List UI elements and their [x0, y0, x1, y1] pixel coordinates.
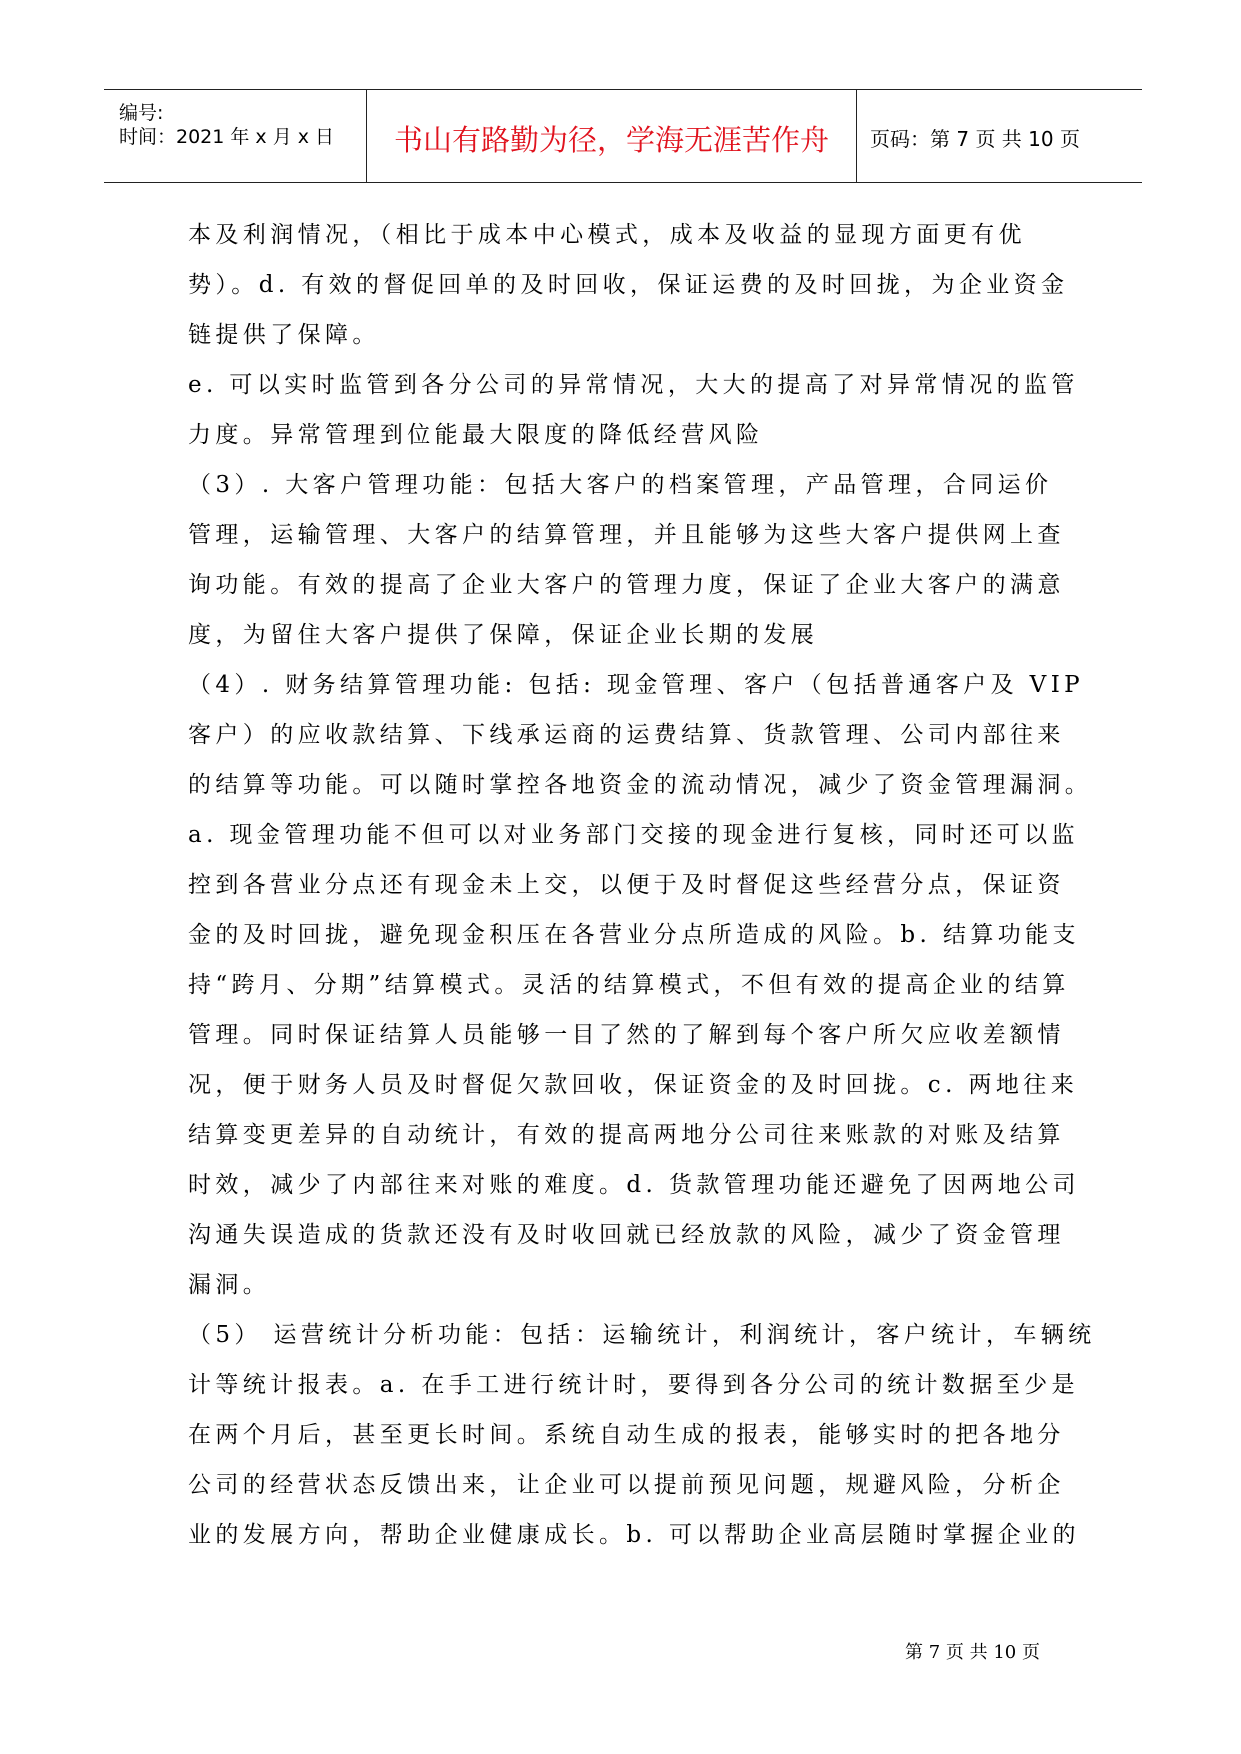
- body-line: 力度。异常管理到位能最大限度的降低经营风险: [188, 422, 764, 448]
- body-line: 业的发展方向，帮助企业健康成长。b. 可以帮助企业高层随时掌握企业的: [188, 1522, 1080, 1548]
- body-line: 客户）的应收款结算、下线承运商的运费结算、货款管理、公司内部往来: [188, 722, 1065, 748]
- body-line: 的结算等功能。可以随时掌控各地资金的流动情况，减少了资金管理漏洞。: [188, 772, 1093, 798]
- body-line: 结算变更差异的自动统计，有效的提高两地分公司往来账款的对账及结算: [188, 1122, 1065, 1148]
- body-line: 询功能。有效的提高了企业大客户的管理力度，保证了企业大客户的满意: [188, 572, 1065, 598]
- document-number-label: 编号:: [119, 102, 164, 124]
- body-line: 势）。d. 有效的督促回单的及时回收，保证运费的及时回拢，为企业资金: [188, 272, 1069, 298]
- body-line: 控到各营业分点还有现金未上交，以便于及时督促这些经营分点，保证资: [188, 872, 1065, 898]
- body-text: [188, 210, 1096, 1560]
- header-meta-cell: [104, 90, 366, 182]
- body-line: 持“跨月、分期”结算模式。灵活的结算模式，不但有效的提高企业的结算: [188, 972, 1070, 998]
- page-footer: 第 7 页 共 10 页: [905, 1642, 1040, 1663]
- body-line: 本及利润情况，（相比于成本中心模式，成本及收益的显现方面更有优: [188, 222, 1026, 248]
- document-time-label: 时间：2021 年 x 月 x 日: [119, 126, 335, 148]
- body-line: 漏洞。: [188, 1272, 271, 1298]
- body-line: 计等统计报表。a. 在手工进行统计时，要得到各分公司的统计数据至少是: [188, 1372, 1079, 1398]
- body-line: a. 现金管理功能不但可以对业务部门交接的现金进行复核，同时还可以监: [188, 822, 1079, 848]
- body-line: （5） 运营统计分析功能：包括：运输统计，利润统计，客户统计，车辆统: [188, 1322, 1096, 1348]
- body-line: 管理，运输管理、大客户的结算管理，并且能够为这些大客户提供网上查: [188, 522, 1065, 548]
- body-line: （4）. 财务结算管理功能: 包括: 现金管理、客户（包括普通客户及 VIP: [188, 672, 1085, 698]
- body-line: 管理。同时保证结算人员能够一目了然的了解到每个客户所欠应收差额情: [188, 1022, 1065, 1048]
- body-line: 况，便于财务人员及时督促欠款回收，保证资金的及时回拢。c. 两地往来: [188, 1072, 1079, 1098]
- body-line: 在两个月后，甚至更长时间。系统自动生成的报表，能够实时的把各地分: [188, 1422, 1065, 1448]
- body-line: 度，为留住大客户提供了保障，保证企业长期的发展: [188, 622, 819, 648]
- body-line: 公司的经营状态反馈出来，让企业可以提前预见问题，规避风险，分析企: [188, 1472, 1065, 1498]
- page-header: [104, 89, 1142, 183]
- body-line: （3）. 大客户管理功能：包括大客户的档案管理，产品管理，合同运价: [188, 472, 1053, 498]
- body-line: 链提供了保障。: [188, 322, 380, 348]
- header-motto-cell: [366, 90, 857, 182]
- body-line: 时效，减少了内部往来对账的难度。d. 货款管理功能还避免了因两地公司: [188, 1172, 1080, 1198]
- header-page-number: 页码：第 7 页 共 10 页: [870, 127, 1080, 151]
- body-line: 金的及时回拢，避免现金积压在各营业分点所造成的风险。b. 结算功能支: [188, 922, 1080, 948]
- header-page-cell: [856, 90, 1142, 182]
- header-motto: 书山有路勤为径，学海无涯苦作舟: [393, 123, 829, 157]
- body-line: e. 可以实时监管到各分公司的异常情况，大大的提高了对异常情况的监管: [188, 372, 1079, 398]
- body-line: 沟通失误造成的货款还没有及时收回就已经放款的风险，减少了资金管理: [188, 1222, 1065, 1248]
